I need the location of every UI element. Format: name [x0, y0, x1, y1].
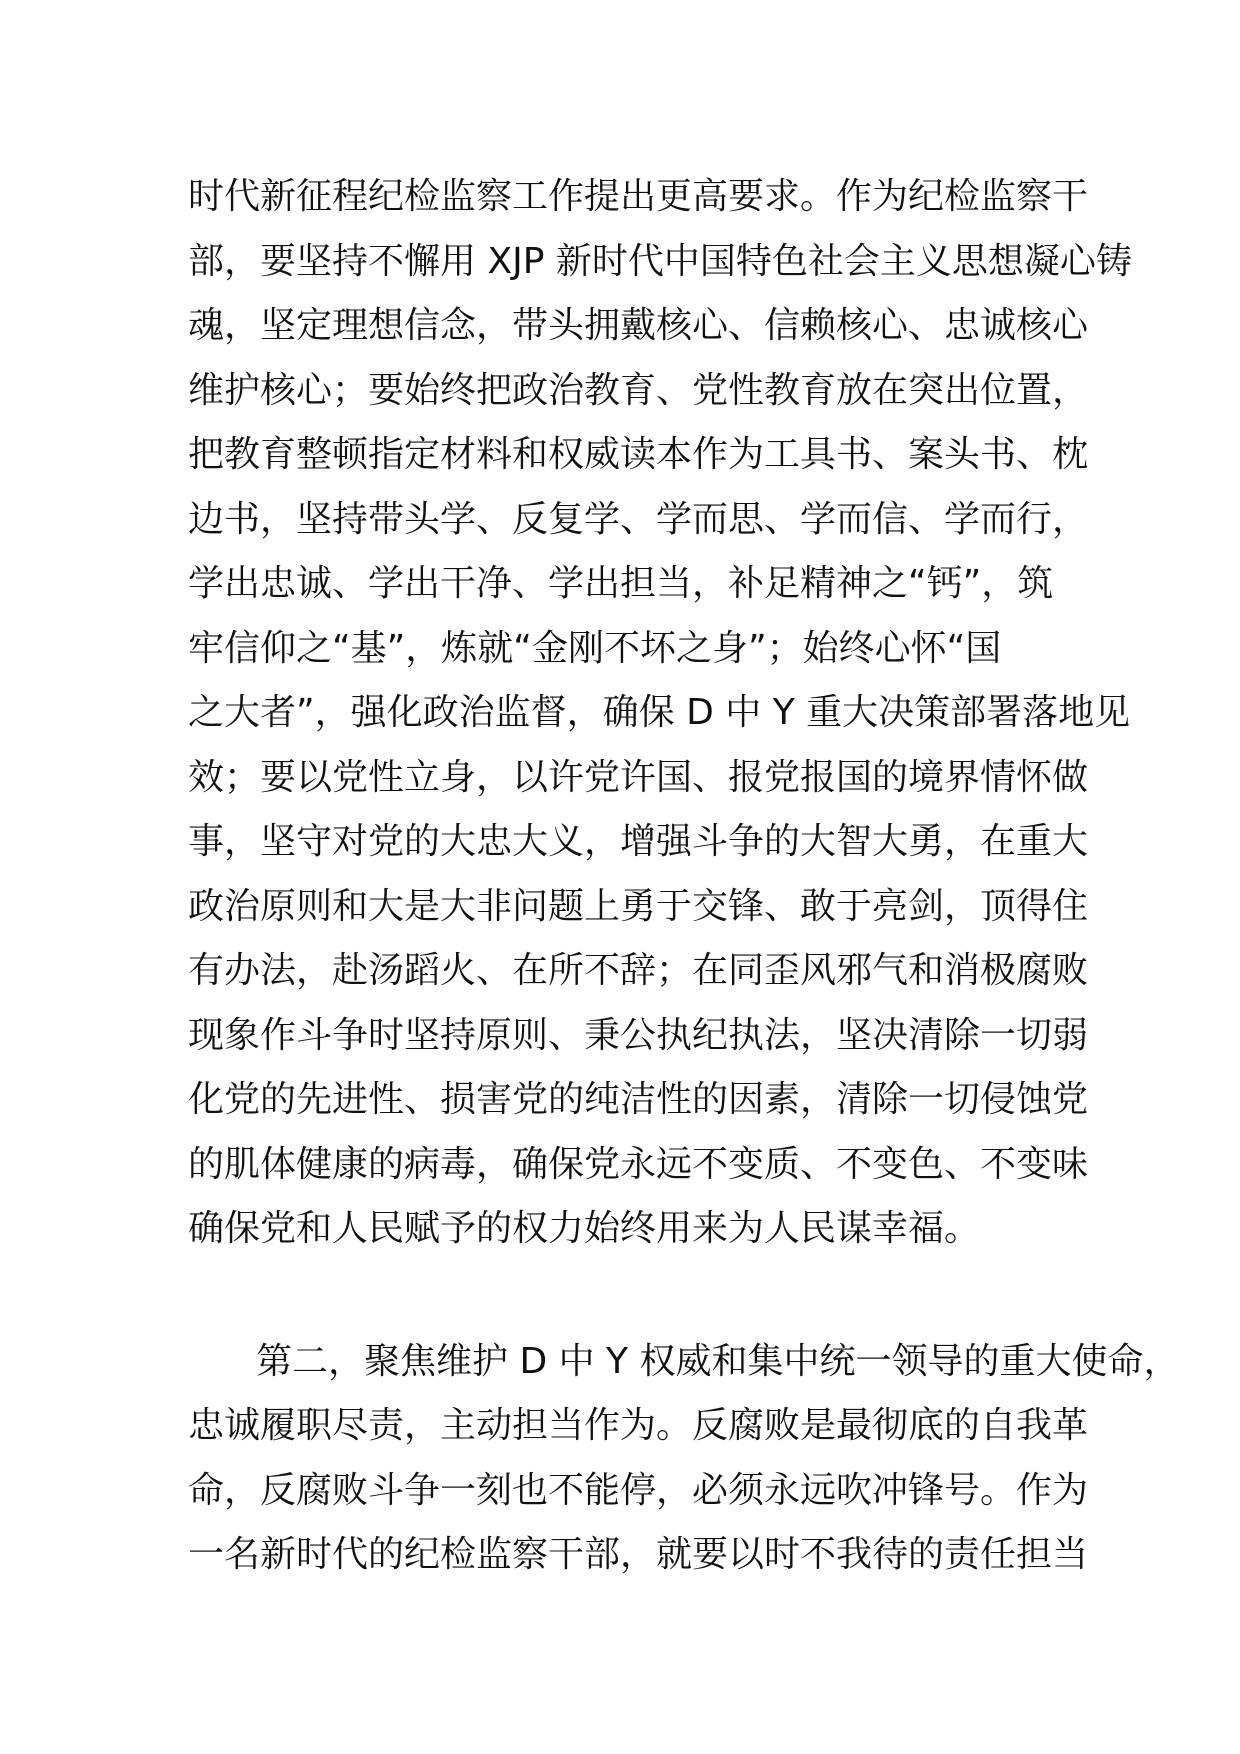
text-line: 政治原则和大是大非问题上勇于交锋、敢于亮剑，顶得住 — [188, 885, 1089, 927]
text-line: 有办法，赴汤蹈火、在所不辞；在同歪风邪气和消极腐败 — [188, 950, 1089, 991]
text-line: 之大者”，强化政治监督，确保 D 中 Y 重大决策部署落地见 — [188, 692, 1131, 733]
text-line: 牢信仰之“基”，炼就“金刚不坏之身”；始终心怀“国 — [188, 627, 1002, 669]
text-line: 魂，坚定理想信念，带头拥戴核心、信赖核心、忠诚核心 — [188, 305, 1089, 346]
paragraph-spacer — [188, 1262, 1088, 1330]
text-line: 一名新时代的纪检监察干部，就要以时不我待的责任担当 — [188, 1534, 1089, 1575]
text-line: 命，反腐败斗争一刻也不能停，必须永远吹冲锋号。作为 — [188, 1469, 1089, 1511]
text-line: 事，坚守对党的大忠大义，增强斗争的大智大勇，在重大 — [188, 821, 1089, 862]
paragraph-1 — [188, 165, 1132, 1262]
text-line: 效；要以党性立身，以许党许国、报党报国的境界情怀做 — [188, 756, 1089, 798]
text-line: 部，要坚持不懈用 XJP 新时代中国特色社会主义思想凝心铸 — [188, 240, 1132, 282]
text-line: 现象作斗争时坚持原则、秉公执纪执法，坚决清除一切弱 — [188, 1014, 1089, 1056]
paragraph-2 — [188, 1330, 1180, 1588]
text-line: 化党的先进性、损害党的纯洁性的因素，清除一切侵蚀党 — [188, 1079, 1089, 1120]
text-line: 确保党和人民赋予的权力始终用来为人民谋幸福。 — [188, 1208, 981, 1249]
text-line: 边书，坚持带头学、反复学、学而思、学而信、学而行， — [188, 498, 1089, 540]
text-line: 维护核心；要始终把政治教育、党性教育放在突出位置， — [188, 369, 1089, 411]
text-line: 忠诚履职尽责，主动担当作为。反腐败是最彻底的自我革 — [188, 1405, 1089, 1446]
text-line: 的肌体健康的病毒，确保党永远不变质、不变色、不变味 — [188, 1143, 1089, 1185]
text-line: 学出忠诚、学出干净、学出担当，补足精神之“钙”，筑 — [188, 563, 1054, 604]
text-line: 时代新征程纪检监察工作提出更高要求。作为纪检监察干 — [188, 176, 1089, 217]
document-body — [188, 165, 1180, 1588]
text-line-first-indented: 第二，聚焦维护 D 中 Y 权威和集中统一领导的重大使命， — [256, 1340, 1180, 1382]
text-line: 把教育整顿指定材料和权威读本作为工具书、案头书、枕 — [188, 434, 1089, 475]
